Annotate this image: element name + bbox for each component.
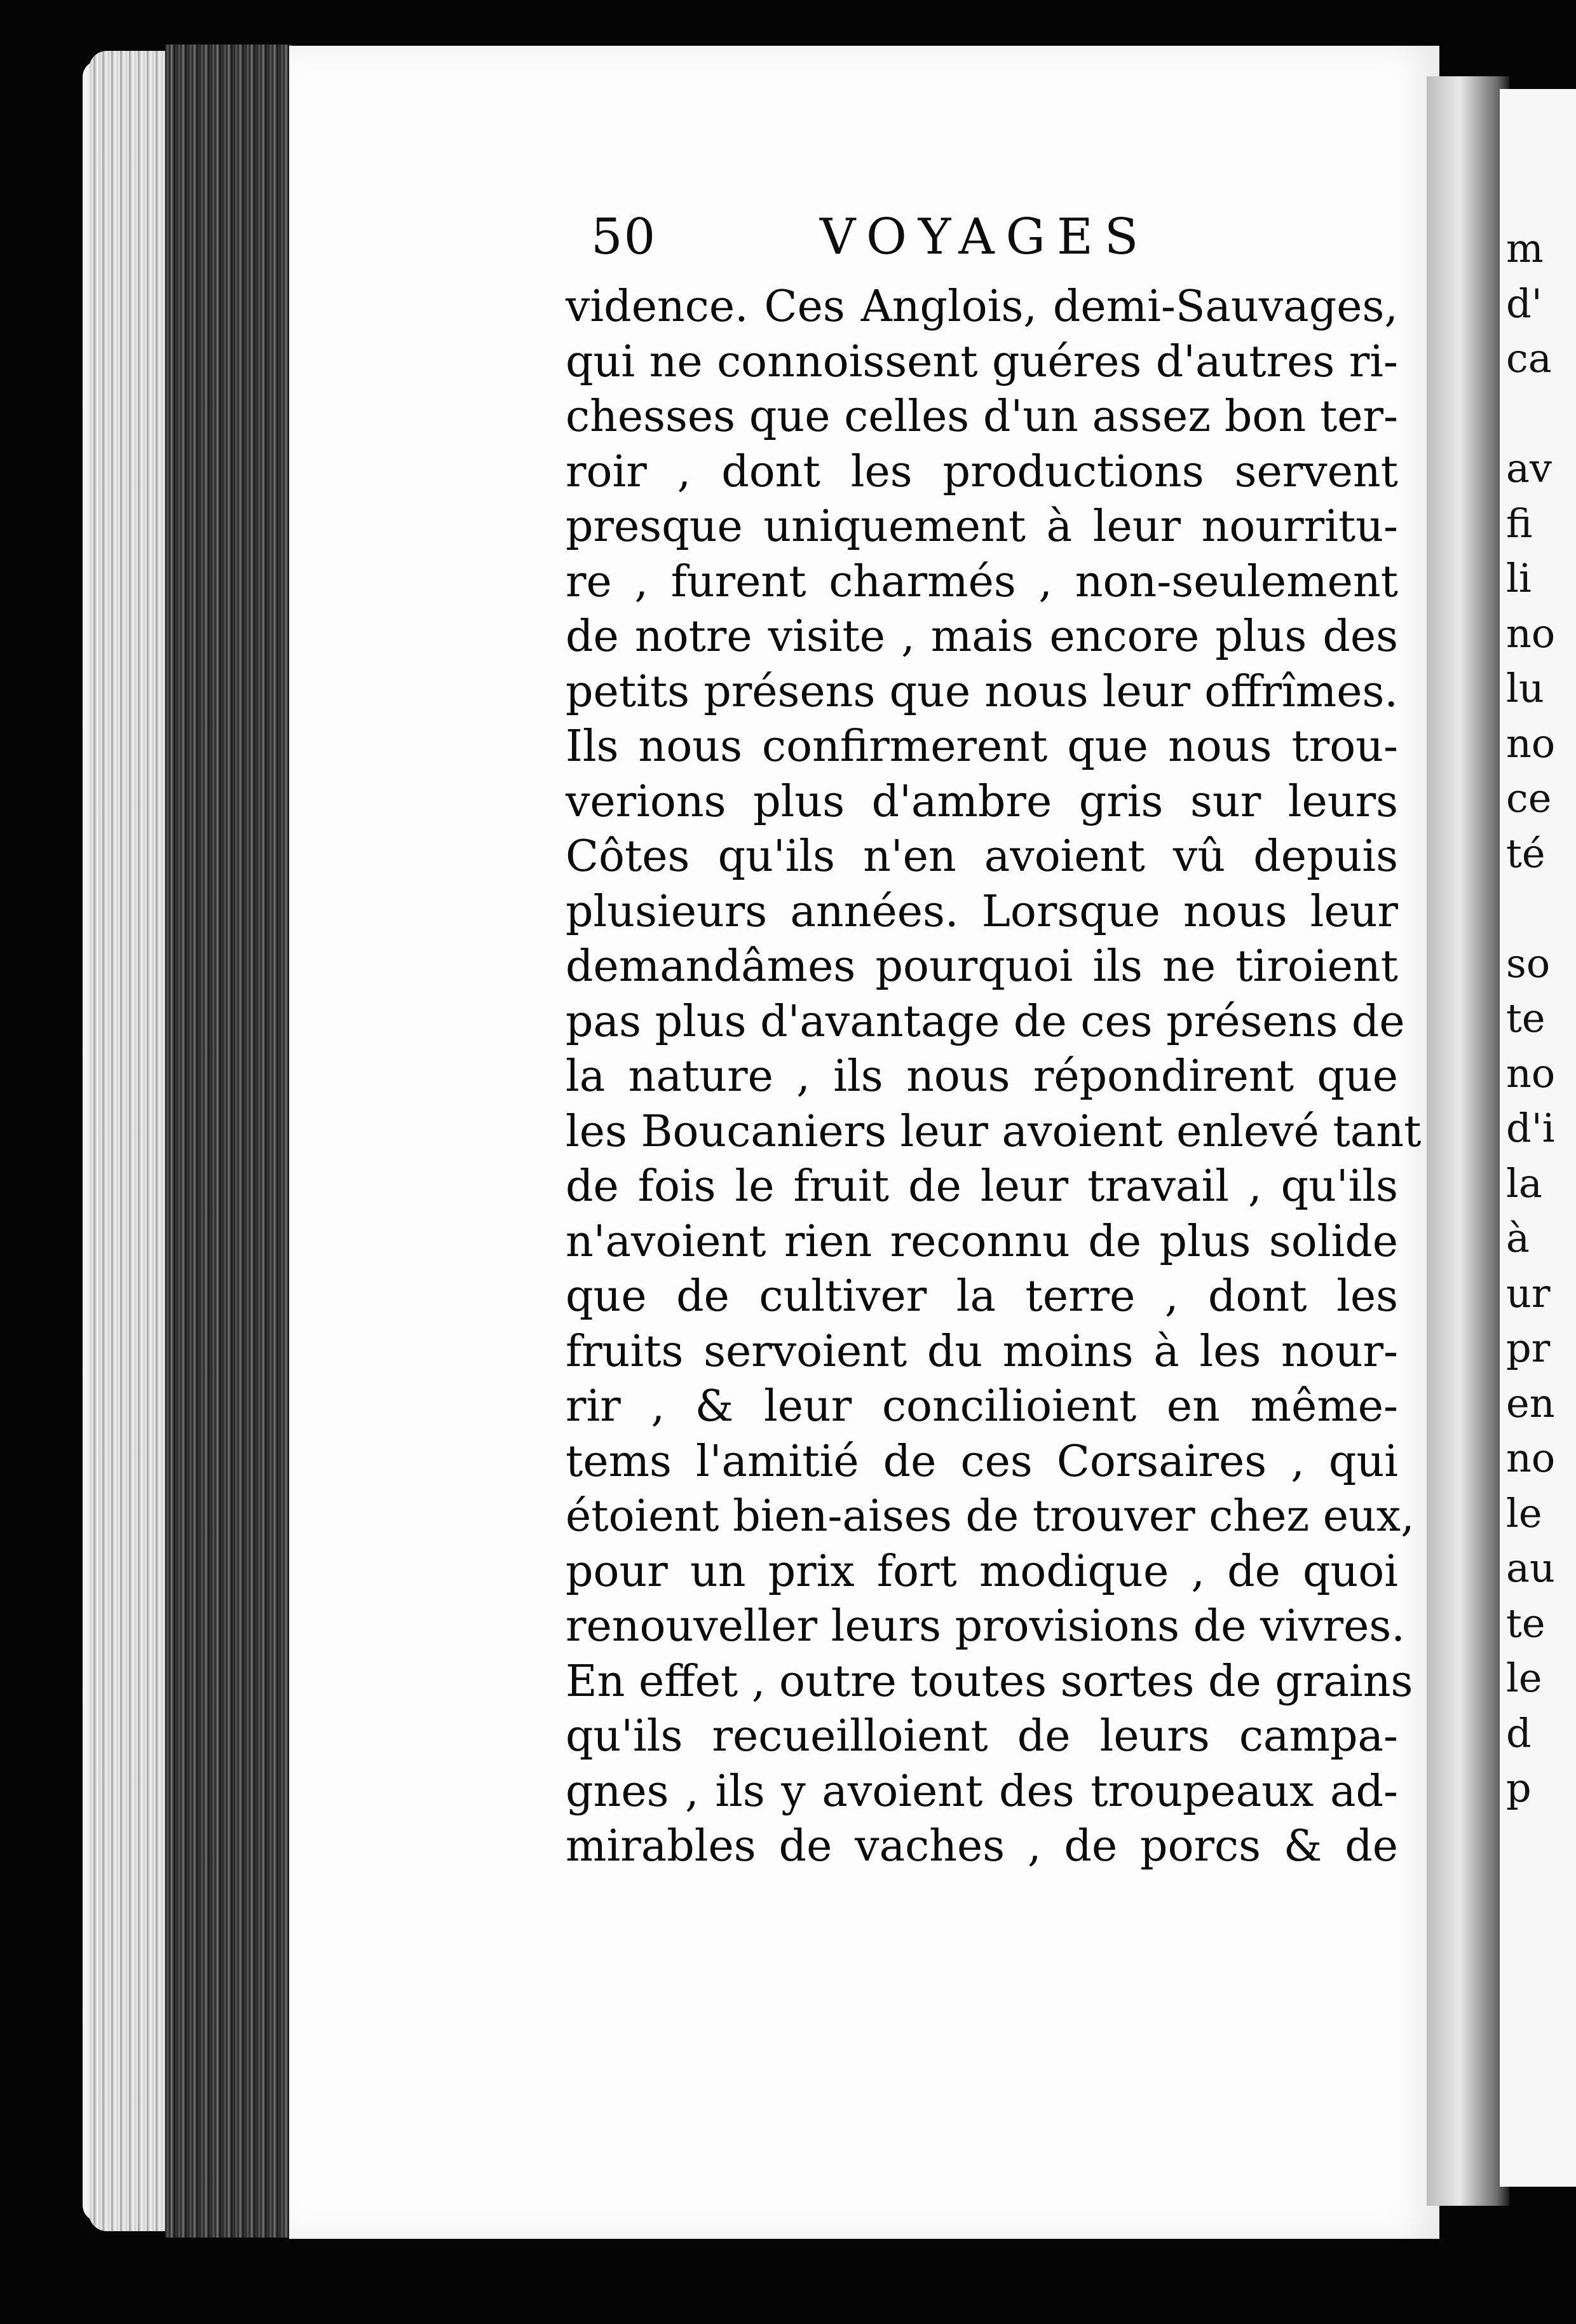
facing-page-fragment: ur [1506,1269,1551,1316]
facing-page-fragment: li [1506,555,1532,601]
text-line: rir , & leur concilioient en même- [566,1381,1398,1432]
page-number: 50 [591,208,657,266]
text-line: Ils nous confirmerent que nous trou- [566,721,1398,772]
facing-page-fragment: à [1506,1215,1530,1261]
facing-page-fragment: le [1506,1655,1542,1701]
text-line: tems l'amitié de ces Corsaires , qui [566,1436,1398,1487]
facing-page-fragment: le [1506,1489,1542,1536]
text-line: qu'ils recueilloient de leurs campa- [566,1711,1398,1761]
text-line: la nature , ils nous répondirent que [566,1051,1398,1102]
facing-page-fragment: fi [1506,500,1533,547]
facing-page-fragment: pr [1506,1325,1551,1371]
facing-page-fragment: no [1506,610,1556,657]
text-line: vidence. Ces Anglois, demi-Sauvages, [566,282,1398,332]
text-line: n'avoient rien reconnu de plus solide [566,1216,1398,1267]
text-line: renouveller leurs provisions de vivres. [566,1601,1405,1651]
binding-gutter [1427,76,1509,2206]
text-line: pas plus d'avantage de ces présens de [566,996,1405,1047]
facing-page-fragment: m [1506,225,1544,271]
facing-page-fragment: d [1506,1709,1532,1756]
facing-page-fragment: no [1506,1049,1556,1097]
text-line: de notre visite , mais encore plus des [566,612,1398,662]
facing-page-fragment: te [1506,1599,1545,1646]
text-line: verions plus d'ambre gris sur leurs [566,776,1398,827]
facing-page-fragment: d'i [1506,1105,1555,1151]
facing-page-fragment: en [1506,1379,1555,1426]
text-line: petits présens que nous leur offrîmes. [566,666,1398,717]
text-line: que de cultiver la terre , dont les [566,1271,1398,1322]
body-text [566,280,1422,1875]
facing-page-fragment: lu [1506,665,1544,711]
text-line: étoient bien-aises de trouver chez eux, [566,1491,1415,1541]
facing-page-fragment: ca [1506,335,1552,381]
page-stack-edge [165,44,292,2238]
text-line: les Boucaniers leur avoient enlevé tant [566,1106,1422,1157]
facing-page-fragment: au [1506,1545,1555,1591]
text-line: mirables de vaches , de porcs & de [566,1821,1398,1871]
facing-page-fragment: so [1506,940,1551,987]
facing-page-fragment: ce [1506,775,1552,821]
facing-page-fragment: no [1506,720,1556,767]
text-line: qui ne connoissent guéres d'autres ri- [566,336,1398,387]
facing-page-fragment: av [1506,445,1552,491]
facing-page-fragment: p [1506,1765,1532,1811]
text-line: chesses que celles d'un assez bon ter- [566,392,1398,442]
facing-page-fragment: la [1506,1159,1542,1206]
page-header [591,208,1176,278]
text-line: En effet , outre toutes sortes de grains [566,1656,1413,1707]
text-line: demandâmes pourquoi ils ne tiroient [566,941,1398,992]
text-line: pour un prix fort modique , de quoi [566,1546,1398,1597]
facing-page-fragment: té [1506,830,1545,877]
facing-page-fragment: te [1506,995,1545,1041]
text-line: presque uniquement à leur nourritu- [566,502,1398,552]
running-title: VOYAGES [820,208,1150,266]
facing-page-fragment: no [1506,1435,1556,1481]
text-line: roir , dont les productions servent [566,446,1398,497]
text-line: re , furent charmés , non-seulement [566,556,1398,607]
facing-page-fragment: d' [1506,280,1542,327]
facing-page-edge [1500,89,1576,2187]
text-line: gnes , ils y avoient des troupeaux ad- [566,1766,1398,1817]
text-line: de fois le fruit de leur travail , qu'ils [566,1161,1398,1212]
text-line: Côtes qu'ils n'en avoient vû depuis [566,831,1398,882]
text-line: plusieurs années. Lorsque nous leur [566,886,1398,937]
text-line: fruits servoient du moins à les nour- [566,1326,1398,1377]
